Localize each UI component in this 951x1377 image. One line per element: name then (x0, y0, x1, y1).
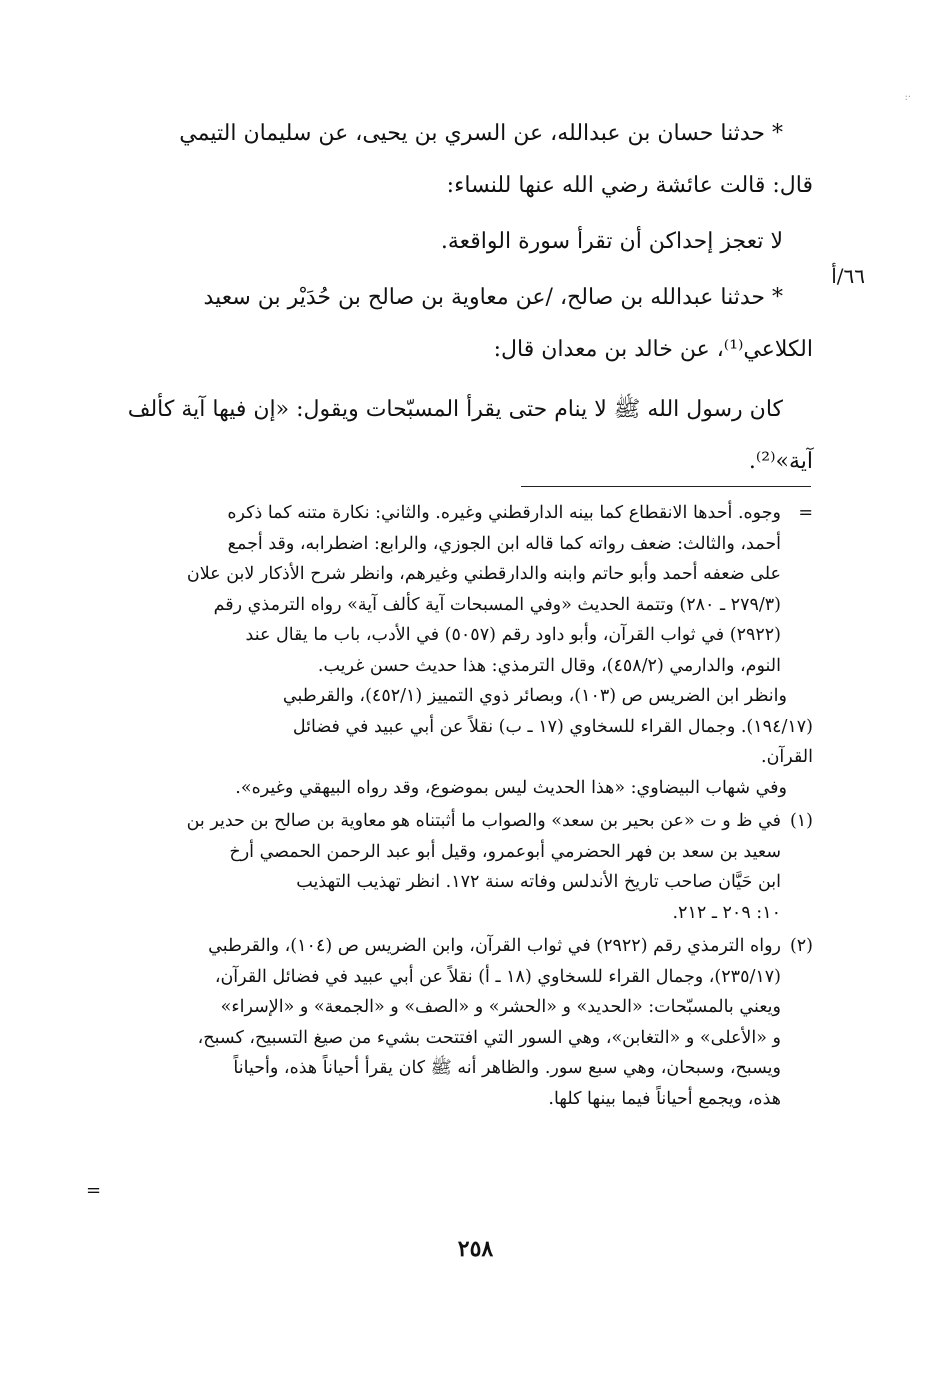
footnote-line: في ظ و ت «عن بحير بن سعد» والصواب ما أثبتناه هو معاوية بن صالح بن حدير بن (186, 811, 781, 831)
footnote-line: و «الأعلى» و «التغابن»، وهي السور التي افتتحت بشيء من صيغ التسبيح، كسبح، (197, 1027, 781, 1048)
footnote-continuation (108, 498, 813, 681)
footnote-line: (١٩٤/١٧). وجمال القراء للسخاوي (١٧ ـ ب) نقلاً عن أبي عبيد في فضائل (292, 716, 813, 737)
footnote-line: القرآن. (761, 747, 813, 767)
footnote-number: (٢) (789, 936, 813, 956)
footnote-line: ويعني بالمسبّحات: «الحديد» و «الحشر» و «الصف» و «الجمعة» و «الإسراء» (220, 997, 781, 1017)
footnote-line: سعيد بن سعد بن فهر الحضرمي أبوعمرو، وقيل أبو عبد الرحمن الحمصي أرخ (229, 841, 781, 862)
hadith-line: لا تعجز إحداكن أن تقرأ سورة الواقعة. (440, 229, 783, 254)
hadith-line: كان رسول الله ﷺ لا ينام حتى يقرأ المسبّحات ويقول: «إن فيها آية كألف (127, 397, 783, 422)
footnote-line: (٢٣٥/١٧)، وجمال القراء للسخاوي (١٨ ـ أ) نقلاً عن أبي عبيد في فضائل القرآن، (214, 966, 781, 987)
footnote-line: أحمد، والثالث: ضعف رواته كما قاله ابن الجوزي، والرابع: اضطرابه، وقد أجمع (227, 533, 781, 554)
footnote-line: ويسبح، وسبحان، وهي سبع سور. والظاهر أنه ﷺ كان يقرأ أحياناً هذه، وأحياناً (233, 1058, 781, 1078)
page-number: ٢٥٨ (457, 1236, 494, 1262)
footnote-line: على ضعفه أحمد وأبو حاتم وابنه والدارقطني وغيرهم، وانظر شرح الأذكار لابن علان (186, 564, 781, 584)
footnotes (108, 498, 813, 1114)
footnote-1 (108, 806, 813, 928)
footnote-line: (٢٧٩/٣ ـ ٢٨٠) وتتمة الحديث «وفي المسبحات آية كألف آية» رواه الترمذي رقم (213, 594, 781, 615)
hadith-line: الكلاعي⁽¹⁾، عن خالد بن معدان قال: (493, 337, 813, 362)
footnote-2 (108, 931, 813, 1114)
footnote-line: وجوه. أحدها الانقطاع كما بينه الدارقطني وغيره. والثاني: نكارة متنه كما ذكره (227, 503, 781, 523)
continuation-marker: = (798, 503, 813, 523)
hadith-line: قال: قالت عائشة رضي الله عنها للنساء: (446, 173, 813, 198)
footnote-line: رواه الترمذي رقم (٢٩٢٢) في ثواب القرآن، وابن الضريس ص (١٠٤)، والقرطبي (208, 936, 781, 956)
scan-specks: ·: (904, 92, 911, 103)
footnote-line: وفي شهاب البيضاوي: «هذا الحديث ليس بموضوع، وقد رواه البيهقي وغيره». (235, 777, 787, 798)
main-text (108, 108, 813, 488)
manuscript-folio-ref: ٦٦/أ (831, 264, 865, 288)
footnote-line: (٢٩٢٢) في ثواب القرآن، وأبو داود رقم (٥٠٥٧) في الأدب، باب ما يقال عند (245, 625, 781, 645)
footnote-number: (١) (789, 811, 813, 831)
footnote-line: النوم، والدارمي (٤٥٨/٢)، وقال الترمذي: هذا حديث حسن غريب. (317, 655, 781, 676)
continuation-marker: = (86, 1180, 102, 1201)
hadith-line: * حدثنا حسان بن عبدالله، عن السري بن يحيى، عن سليمان التيمي (179, 121, 783, 146)
footnote-divider (521, 486, 811, 487)
footnote-line: وانظر ابن الضريس ص (١٠٣)، وبصائر ذوي التمييز (٤٥٢/١)، والقرطبي (282, 686, 787, 706)
hadith-line: آية»⁽²⁾. (748, 449, 813, 474)
hadith-line: * حدثنا عبدالله بن صالح، /عن معاوية بن صالح بن حُدَيْر بن سعيد (203, 285, 783, 310)
footnote-line: ١٠: ٢٠٩ ـ ٢١٢. (672, 902, 781, 923)
footnote-line: ابن حَيَّان صاحب تاريخ الأندلس وفاته سنة ١٧٢. انظر تهذيب التهذيب (296, 872, 781, 892)
footnote-line: هذه، ويجمع أحياناً فيما بينها كلها. (548, 1088, 781, 1109)
